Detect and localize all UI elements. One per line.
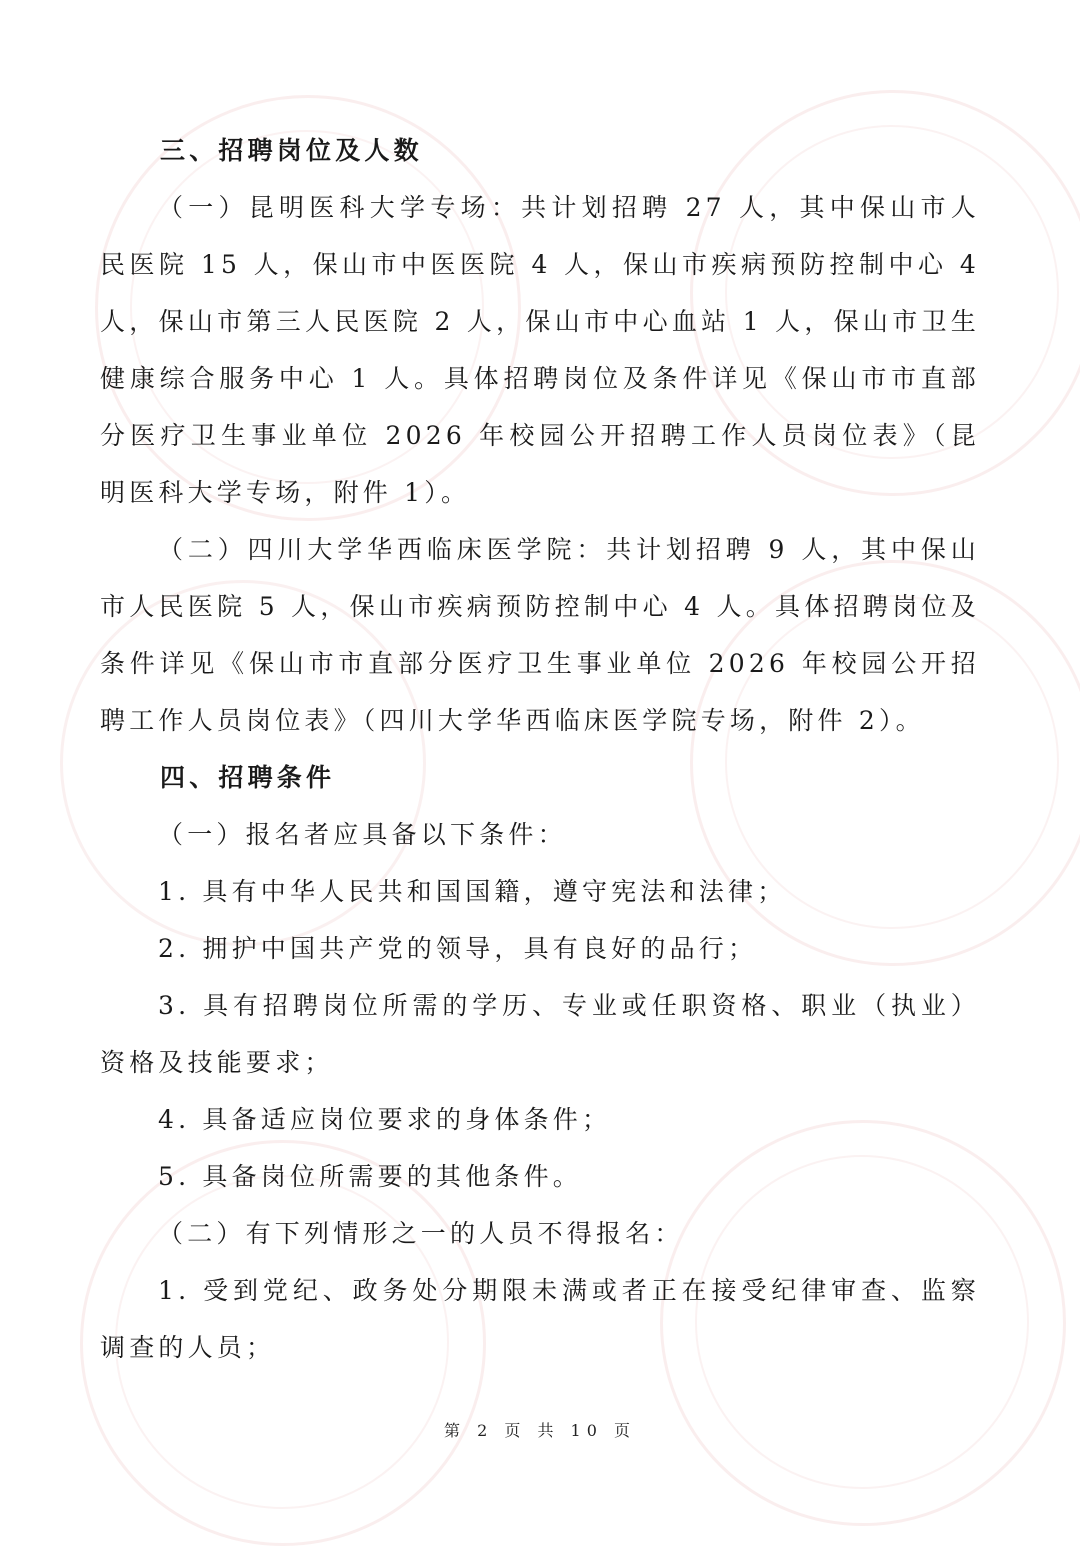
section-heading-conditions: 四、招聘条件 xyxy=(160,763,336,792)
paragraph-kunming-session: （一）昆明医科大学专场：共计划招聘 27 人，其中保山市人民医院 15 人，保山市中医医院 4 人，保山市疾病预防控制中心 4 人，保山市第三人民医院 2 人，保山市中心血站 1 人，保山市卫生健康综合服务中心 1 人。具体招聘岗位及条件详见《保山市市直部分医疗卫生事业单位 2026 年校园公开招聘工作人员岗位表》（昆明医科大学专场，附件 1）。 xyxy=(100,193,980,507)
paragraph-exclusion-intro: （二）有下列情形之一的人员不得报名： xyxy=(158,1219,684,1248)
paragraph-eligibility-intro: （一）报名者应具备以下条件： xyxy=(158,820,567,849)
document-body xyxy=(100,122,980,1376)
list-item-condition-1: 1. 具有中华人民共和国国籍，遵守宪法和法律； xyxy=(158,877,787,906)
list-item-condition-5: 5. 具备岗位所需要的其他条件。 xyxy=(158,1162,583,1191)
list-item-condition-2: 2. 拥护中国共产党的领导，具有良好的品行； xyxy=(158,934,758,963)
list-item-condition-3: 3. 具有招聘岗位所需的学历、专业或任职资格、职业（执业）资格及技能要求； xyxy=(100,991,980,1077)
list-item-exclusion-1: 1. 受到党纪、政务处分期限未满或者正在接受纪律审查、监察调查的人员； xyxy=(100,1276,980,1362)
section-heading-positions: 三、招聘岗位及人数 xyxy=(160,136,423,165)
list-item-condition-4: 4. 具备适应岗位要求的身体条件； xyxy=(158,1105,612,1134)
paragraph-sichuan-session: （二）四川大学华西临床医学院：共计划招聘 9 人，其中保山市人民医院 5 人，保山市疾病预防控制中心 4 人。具体招聘岗位及条件详见《保山市市直部分医疗卫生事业单位 2026 年校园公开招聘工作人员岗位表》（四川大学华西临床医学院专场，附件 2）。 xyxy=(100,535,980,735)
page-number-footer: 第 2 页 共 10 页 xyxy=(444,1421,636,1440)
